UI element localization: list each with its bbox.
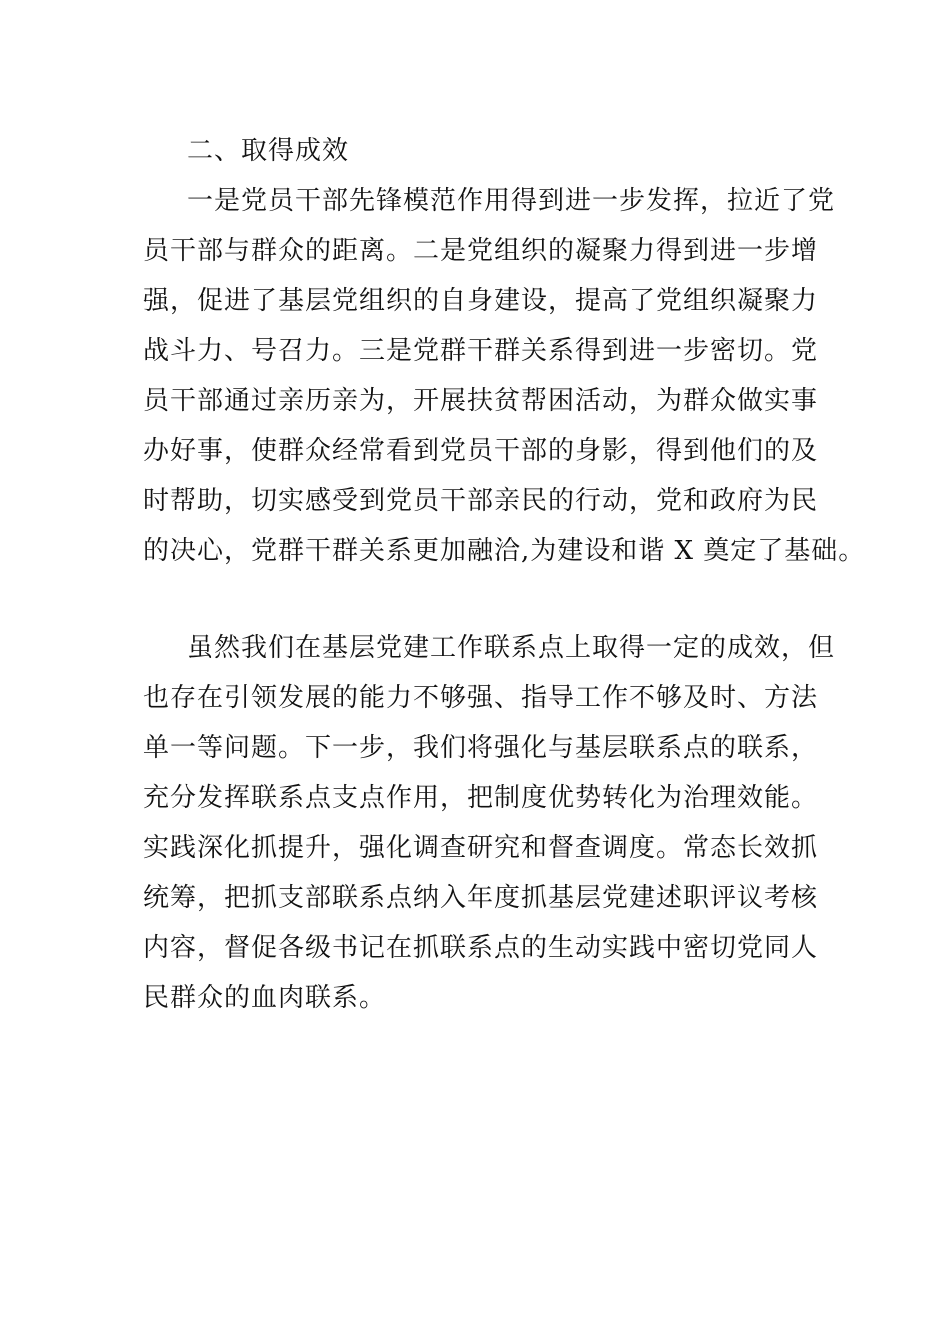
paragraph-line: 统筹，把抓支部联系点纳入年度抓基层党建述职评议考核 — [143, 883, 819, 913]
paragraph-line: 实践深化抓提升，强化调查研究和督查调度。常态长效抓 — [143, 833, 819, 863]
paragraph-achievements — [143, 176, 866, 576]
paragraph-line: 时帮助，切实感受到党员干部亲民的行动，党和政府为民 — [143, 486, 819, 516]
paragraph-next-steps — [143, 623, 836, 1023]
paragraph-line: 内容，督促各级书记在抓联系点的生动实践中密切党同人 — [143, 933, 819, 963]
paragraph-line: 也存在引领发展的能力不够强、指导工作不够及时、方法 — [143, 683, 819, 713]
paragraph-line: 民群众的血肉联系。 — [143, 983, 387, 1013]
paragraph-line: 办好事，使群众经常看到党员干部的身影，得到他们的及 — [143, 436, 819, 466]
section-heading: 二、取得成效 — [187, 136, 350, 166]
paragraph-line: 充分发挥联系点支点作用，把制度优势转化为治理效能。 — [143, 783, 819, 813]
paragraph-line: 的决心，党群干群关系更加融洽,为建设和谐 X 奠定了基础。 — [143, 536, 866, 566]
paragraph-line: 虽然我们在基层党建工作联系点上取得一定的成效，但 — [187, 633, 836, 663]
paragraph-line: 员干部与群众的距离。二是党组织的凝聚力得到进一步增 — [143, 236, 819, 266]
paragraph-line: 一是党员干部先锋模范作用得到进一步发挥，拉近了党 — [187, 186, 836, 216]
paragraph-line: 单一等问题。下一步，我们将强化与基层联系点的联系， — [143, 733, 819, 763]
section-heading-block — [143, 126, 811, 176]
paragraph-line: 战斗力、号召力。三是党群干群关系得到进一步密切。党 — [143, 336, 819, 366]
paragraph-line: 员干部通过亲历亲为，开展扶贫帮困活动，为群众做实事 — [143, 386, 819, 416]
paragraph-line: 强，促进了基层党组织的自身建设，提高了党组织凝聚力 — [143, 286, 819, 316]
